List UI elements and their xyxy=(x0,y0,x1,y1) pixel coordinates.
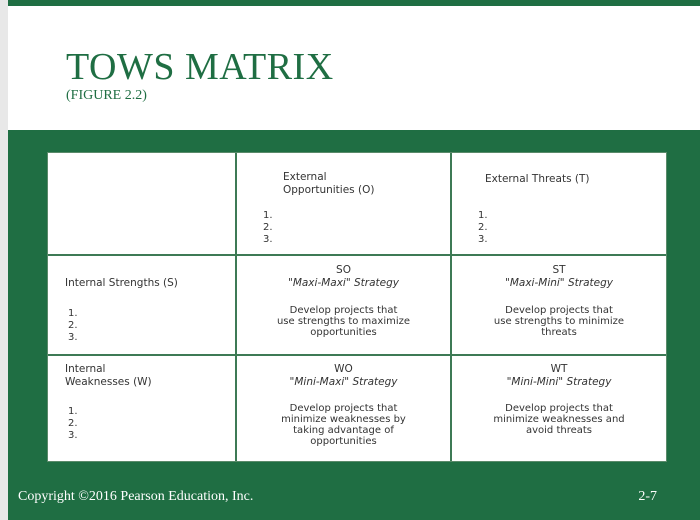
tows-matrix xyxy=(47,152,667,462)
cell-so-strategy xyxy=(237,256,450,354)
cell-wt-strategy xyxy=(452,356,666,461)
wt-strategy-name: "Mini-Mini" Strategy xyxy=(506,376,612,388)
strengths-label: Internal Strengths (S) xyxy=(65,277,178,289)
cell-internal-weaknesses xyxy=(48,356,235,461)
copyright-notice: Copyright ©2016 Pearson Education, Inc. xyxy=(18,489,254,504)
so-description: Develop projects that use strengths to maximize opportunities xyxy=(276,305,411,338)
wo-strategy-name: "Mini-Maxi" Strategy xyxy=(289,376,398,388)
cell-wo-strategy xyxy=(237,356,450,461)
weaknesses-item-1: 1. xyxy=(68,406,78,417)
wo-code: WO xyxy=(334,363,353,375)
threats-item-3: 3. xyxy=(478,234,488,245)
opportunities-item-2: 2. xyxy=(263,222,273,233)
cell-external-threats xyxy=(452,153,666,254)
wt-description: Develop projects that minimize weaknesses and avoid threats xyxy=(493,403,625,436)
opportunities-item-1: 1. xyxy=(263,210,273,221)
strengths-item-2: 2. xyxy=(68,320,78,331)
strengths-item-3: 3. xyxy=(68,332,78,343)
threats-item-1: 1. xyxy=(478,210,488,221)
opportunities-item-3: 3. xyxy=(263,234,273,245)
slide-title: TOWS MATRIX xyxy=(66,46,334,88)
st-strategy-name: "Maxi-Mini" Strategy xyxy=(505,277,613,289)
wo-description: Develop projects that minimize weaknesses by taking advantage of opportunities xyxy=(281,403,406,447)
weaknesses-label: Internal Weaknesses (W) xyxy=(65,363,152,388)
weaknesses-item-3: 3. xyxy=(68,430,78,441)
weaknesses-item-2: 2. xyxy=(68,418,78,429)
opportunities-label: External Opportunities (O) xyxy=(283,171,375,196)
st-code: ST xyxy=(552,264,566,276)
threats-label: External Threats (T) xyxy=(485,173,590,185)
slide-header xyxy=(8,6,700,130)
slide-subtitle: (FIGURE 2.2) xyxy=(66,88,147,103)
st-description: Develop projects that use strengths to minimize threats xyxy=(493,305,625,338)
wt-code: WT xyxy=(550,363,568,375)
cell-internal-strengths xyxy=(48,256,235,354)
left-edge-strip xyxy=(0,0,8,520)
cell-empty-corner xyxy=(48,153,235,254)
threats-item-2: 2. xyxy=(478,222,488,233)
so-strategy-name: "Maxi-Maxi" Strategy xyxy=(287,277,400,289)
cell-st-strategy xyxy=(452,256,666,354)
cell-external-opportunities xyxy=(237,153,450,254)
so-code: SO xyxy=(336,264,351,276)
slide-number: 2-7 xyxy=(638,489,657,504)
strengths-item-1: 1. xyxy=(68,308,78,319)
